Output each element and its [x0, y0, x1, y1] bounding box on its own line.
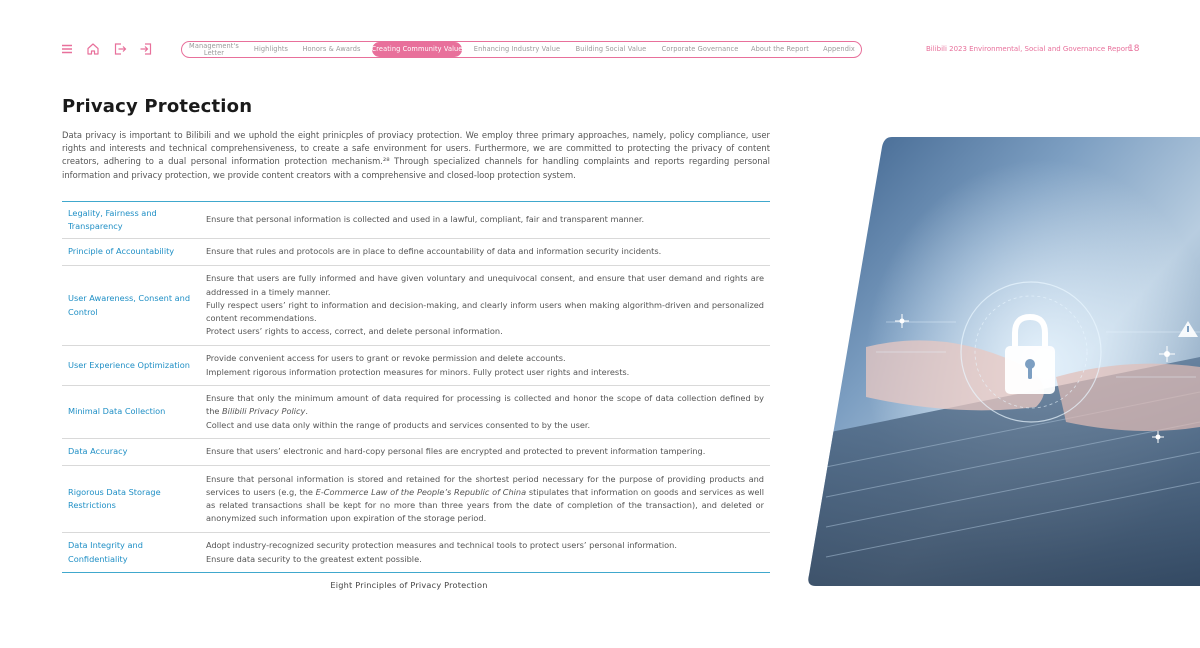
principle-description [200, 239, 770, 266]
principle-description [200, 386, 770, 439]
table-row [62, 266, 770, 346]
principle-name: Minimal Data Collection [62, 386, 200, 439]
table-row [62, 533, 770, 573]
intro-paragraph: Data privacy is important to Bilibili and we uphold the eight prinicples of proviacy protection. We employ three primary approaches, namely, policy compliance, user rights and interests and technical comprehensiveness, to create a safe environment for users. Furthermore, we are committed to protecting the privacy of content creators, adhering to a dual personal information protection mechanism.²⁸ Through specialized channels for handling complaints and reports regarding personal information and privacy protection, we provide content creators with a comprehensive and closed-loop protection system. [62, 130, 770, 180]
table-row [62, 239, 770, 266]
principle-description [200, 202, 770, 239]
principle-description [200, 466, 770, 533]
nav-item-about-the-report[interactable]: About the Report [751, 45, 809, 54]
table-row [62, 466, 770, 533]
description-line: Ensure that personal information is collected and used in a lawful, compliant, fair and transparent manner. [206, 214, 645, 225]
description-line: Ensure that personal information is stored and retained for the shortest period necessary for the purpose of providing products and services to users (e.g, the E-Commerce Law of the People’s Republic of China stipulates that information on goods and services as well as related transactions shall be kept for no more than three years from the date of completion of the transaction), and deleted or anonymized such information upon expiration of the storage period. [206, 473, 765, 524]
nav-item-appendix[interactable]: Appendix [823, 45, 855, 54]
home-icon[interactable] [86, 42, 100, 56]
table-row [62, 439, 770, 466]
principle-name: Data Integrity and Confidentiality [68, 540, 143, 564]
principle-description [200, 266, 770, 346]
description-line: Adopt industry-recognized security protection measures and technical tools to protect users’ personal information. [206, 540, 677, 551]
nav-item-building-social-value[interactable]: Building Social Value [575, 45, 647, 54]
document-title: E-Commerce Law of the People’s Republic of China [315, 486, 527, 497]
description-line: Collect and use data only within the range of products and services consented to by the user. [206, 419, 591, 430]
principle-description [200, 439, 770, 466]
page-number: 18 [1128, 44, 1140, 54]
description-line: Ensure data security to the greatest extent possible. [206, 553, 422, 564]
description-line: Ensure that users are fully informed and have given voluntary and unequivocal consent, and ensure that user demand and rights are addressed in a timely manner. [206, 273, 764, 297]
nav-item-honors-awards[interactable]: Honors & Awards [302, 45, 361, 54]
login-icon[interactable] [139, 42, 153, 56]
description-line: Ensure that users’ electronic and hard-copy personal files are encrypted and protected to prevent information tampering. [206, 446, 706, 457]
report-title: Bilibili 2023 Environmental, Social and Governance Report [926, 45, 1131, 53]
principle-name: User Experience Optimization [62, 346, 200, 386]
table-row [62, 386, 770, 439]
menu-icon[interactable] [60, 42, 74, 56]
table-row [62, 346, 770, 386]
principle-description [200, 346, 770, 386]
principle-name: Data Accuracy [62, 439, 200, 466]
principle-name: Legality, Fairness and Transparency [62, 202, 200, 239]
table-row [62, 202, 770, 239]
description-line: Implement rigorous information protection measures for minors. Fully protect user rights and interests. [206, 366, 630, 377]
document-title: Bilibili Privacy Policy [222, 406, 306, 417]
principles-table [62, 201, 770, 573]
nav-item-enhancing-industry-value[interactable]: Enhancing Industry Value [473, 45, 561, 54]
principle-name: Rigorous Data Storage Restrictions [62, 466, 200, 533]
section-nav [181, 41, 862, 58]
nav-item-highlights[interactable]: Highlights [253, 45, 289, 54]
nav-item-corporate-governance[interactable]: Corporate Governance [661, 45, 739, 54]
description-line: Ensure that only the minimum amount of data required for processing is collected and honor the scope of data collection defined by the Bilibili Privacy Policy. [206, 393, 764, 417]
description-line: Protect users’ rights to access, correct, and delete personal information. [206, 326, 503, 337]
exit-icon[interactable] [113, 42, 127, 56]
description-line: Fully respect users’ right to information and decision-making, and clearly inform users when making algorithm-driven and personalized content recommendations. [206, 299, 764, 324]
page-title: Privacy Protection [62, 96, 253, 117]
nav-item-creating-community-value[interactable]: Creating Community Value [372, 42, 462, 57]
principle-description [200, 533, 770, 573]
description-line: Ensure that rules and protocols are in place to define accountability of data and information security incidents. [206, 246, 662, 257]
top-bar [0, 0, 1200, 100]
description-line: Provide convenient access for users to grant or revoke permission and delete accounts. [206, 353, 566, 364]
principle-name: Principle of Accountability [62, 239, 200, 266]
cybersecurity-photo [806, 137, 1200, 586]
table-caption: Eight Principles of Privacy Protection [330, 580, 488, 590]
nav-item-managements-letter[interactable]: Management's Letter [189, 41, 239, 57]
principle-name: User Awareness, Consent and Control [62, 266, 200, 346]
